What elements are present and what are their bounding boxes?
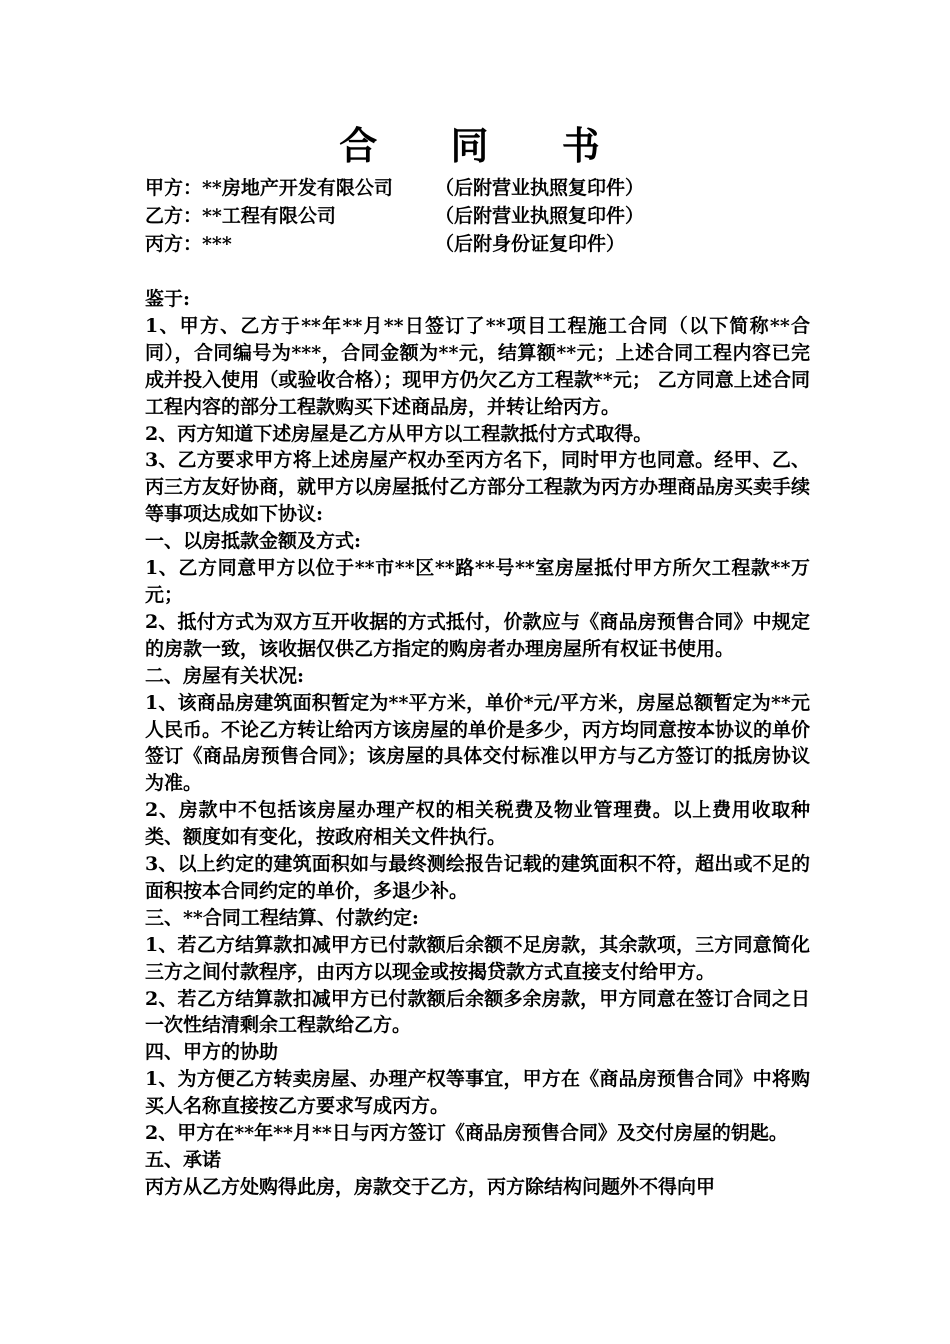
contract-page	[145, 118, 810, 1201]
section-heading: 一、以房抵款金额及方式:	[145, 530, 362, 553]
party-row-b	[145, 202, 810, 230]
party-row-c	[145, 230, 810, 258]
party-row-a	[145, 174, 810, 202]
paragraph: 2、抵付方式为双方互开收据的方式抵付，价款应与《商品房预售合同》中规定的房款一致，该收据仅供乙方指定的购房者办理房屋所有权证书使用。	[145, 610, 810, 660]
document-title: 合 同 书	[339, 123, 630, 168]
paragraph: 1、若乙方结算款扣减甲方已付款额后余额不足房款，其余款项，三方同意简化三方之间付款程序，由丙方以现金或按揭贷款方式直接支付给甲方。	[145, 933, 810, 983]
paragraph: 1、为方便乙方转卖房屋、办理产权等事宜，甲方在《商品房预售合同》中将购买人名称直接按乙方要求写成丙方。	[145, 1068, 810, 1118]
section-heading: 五、承诺	[145, 1149, 222, 1171]
paragraph: 2、甲方在**年**月**日与丙方签订《商品房预售合同》及交付房屋的钥匙。	[145, 1122, 788, 1145]
paragraph: 2、房款中不包括该房屋办理产权的相关税费及物业管理费。以上费用收取种类、额度如有变化，按政府相关文件执行。	[145, 799, 810, 849]
paragraph: 1、乙方同意甲方以位于**市**区**路**号**室房屋抵付甲方所欠工程款**万元；	[145, 557, 810, 606]
party-name: 丙方：***	[145, 233, 232, 255]
section-heading: 三、**合同工程结算、付款约定:	[145, 906, 419, 929]
blank-line	[145, 258, 810, 286]
section-heading: 四、甲方的协助	[145, 1041, 279, 1064]
paragraph: 3、乙方要求甲方将上述房屋产权办至丙方名下，同时甲方也同意。经甲、乙、丙三方友好协商，就甲方以房屋抵付乙方部分工程款为丙方办理商品房买卖手续等事项达成如下协议:	[145, 449, 811, 526]
paragraph: 1、该商品房建筑面积暂定为**平方米，单价*元/平方米，房屋总额暂定为**元人民币。不论乙方转让给丙方该房屋的单价是多少，丙方均同意按本协议的单价签订《商品房预售合同》；该房屋的具体交付标准以甲方与乙方签订的抵房协议为准。	[145, 691, 811, 795]
party-name: 乙方：**工程有限公司	[145, 205, 336, 227]
paragraph: 2、丙方知道下述房屋是乙方从甲方以工程款抵付方式取得。	[145, 422, 653, 445]
party-note: （后附身份证复印件）	[435, 233, 626, 255]
paragraph: 3、以上约定的建筑面积如与最终测绘报告记载的建筑面积不符，超出或不足的面积按本合同约定的单价，多退少补。	[145, 853, 810, 902]
party-name: 甲方：**房地产开发有限公司	[145, 177, 393, 199]
paragraph: 鉴于:	[145, 288, 191, 310]
parties-block	[145, 174, 810, 258]
section-heading: 二、房屋有关状况:	[145, 664, 305, 687]
paragraph: 1、甲方、乙方于**年**月**日签订了**项目工程施工合同（以下简称**合同），合同编号为***，合同金额为**元，结算额**元；上述合同工程内容已完成并投入使用（或验收合格）；现甲方仍欠乙方工程款**元； 乙方同意上述合同工程内容的部分工程款购买下述商品房，并转让给丙方。	[145, 314, 810, 418]
party-note: （后附营业执照复印件）	[435, 205, 645, 227]
paragraph: 2、若乙方结算款扣减甲方已付款额后余额多余房款，甲方同意在签订合同之日一次性结清剩余工程款给乙方。	[145, 987, 810, 1037]
contract-body	[145, 286, 810, 1201]
party-note: （后附营业执照复印件）	[435, 177, 645, 199]
paragraph: 丙方从乙方处购得此房，房款交于乙方，丙方除结构问题外不得向甲	[145, 1175, 716, 1198]
